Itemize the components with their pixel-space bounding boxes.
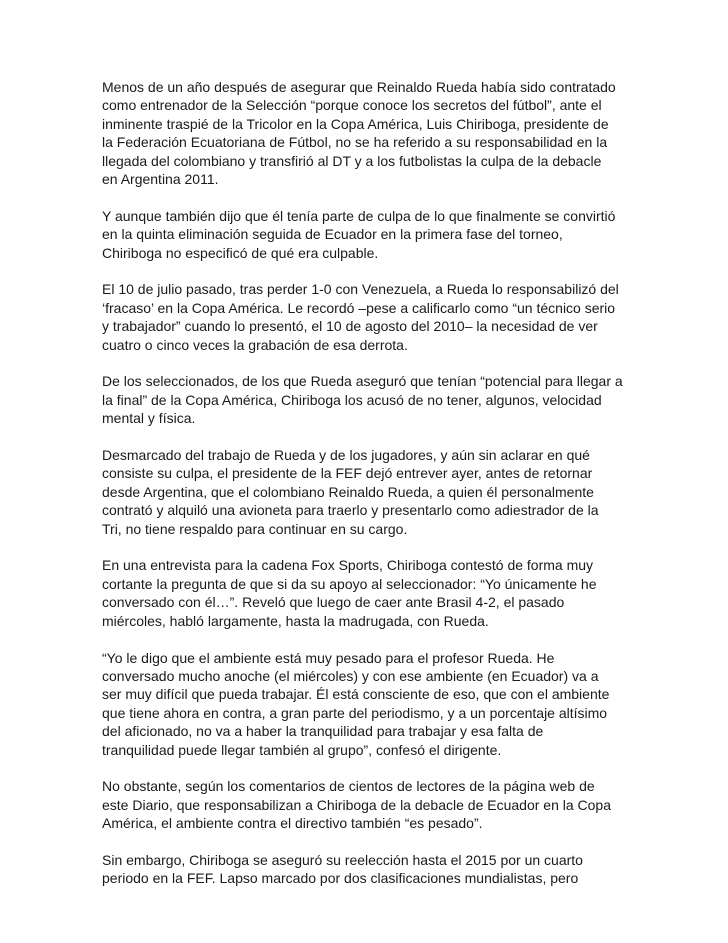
paragraph-9: Sin embargo, Chiriboga se aseguró su reelección hasta el 2015 por un cuarto periodo en la FEF. Lapso marcado por dos clasificaciones mundialistas, pero xyxy=(102,851,583,887)
paragraph-8: No obstante, según los comentarios de cientos de lectores de la página web de este Diario, que responsabilizan a Chiriboga de la debacle de Ecuador en la Copa América, el ambiente contra el directivo también “es pesado”. xyxy=(102,778,611,832)
paragraph-2: Y aunque también dijo que él tenía parte de culpa de lo que finalmente se convirtió en la quinta eliminación seguida de Ecuador en la primera fase del torneo, Chiriboga no especificó de qué era culpable. xyxy=(102,207,616,261)
paragraph-1: Menos de un año después de asegurar que Reinaldo Rueda había sido contratado como entrenador de la Selección “porque conoce los secretos del fútbol”, ante el inminente traspié de la Tricolor en la Copa América, Luis Chiriboga, presidente de la Federación Ecuatoriana de Fútbol, no se ha referido a su responsabilidad en la llegada del colombiano y transfirió al DT y a los futbolistas la culpa de la debacle en Argentina 2011. xyxy=(102,79,616,188)
paragraph-6: En una entrevista para la cadena Fox Sports, Chiriboga contestó de forma muy cortante la pregunta de que si da su apoyo al seleccionador: “Yo únicamente he conversado con él…”. Reveló que luego de caer ante Brasil 4-2, el pasado miércoles, habló largamente, hasta la madrugada, con Rueda. xyxy=(102,557,597,629)
paragraph-7: “Yo le digo que el ambiente está muy pesado para el profesor Rueda. He conversado mucho anoche (el miércoles) y con ese ambiente (en Ecuador) va a ser muy difícil que pueda trabajar. Él está consciente de eso, que con el ambiente que tiene ahora en contra, a gran parte del periodismo, y a un porcentaje altísimo del aficionado, no va a haber la tranquilidad para trabajar y esa falta de tranquilidad puede llegar también al grupo”, confesó el dirigente. xyxy=(102,649,610,758)
paragraph-3: El 10 de julio pasado, tras perder 1-0 con Venezuela, a Rueda lo responsabilizó del ‘fracaso’ en la Copa América. Le recordó –pese a calificarlo como “un técnico serio y trabajador” cuando lo presentó, el 10 de agosto del 2010– la necesidad de ver cuatro o cinco veces la grabación de esa derrota. xyxy=(102,281,619,353)
document-page xyxy=(102,78,632,906)
paragraph-5: Desmarcado del trabajo de Rueda y de los jugadores, y aún sin aclarar en qué consiste su culpa, el presidente de la FEF dejó entrever ayer, antes de retornar desde Argentina, que el colombiano Reinaldo Rueda, a quien él personalmente contrató y alquiló una avioneta para traerlo y presentarlo como adiestrador de la Tri, no tiene respaldo para continuar en su cargo. xyxy=(102,447,599,537)
paragraph-4: De los seleccionados, de los que Rueda aseguró que tenían “potencial para llegar a la final” de la Copa América, Chiriboga los acusó de no tener, algunos, velocidad mental y física. xyxy=(102,373,623,427)
